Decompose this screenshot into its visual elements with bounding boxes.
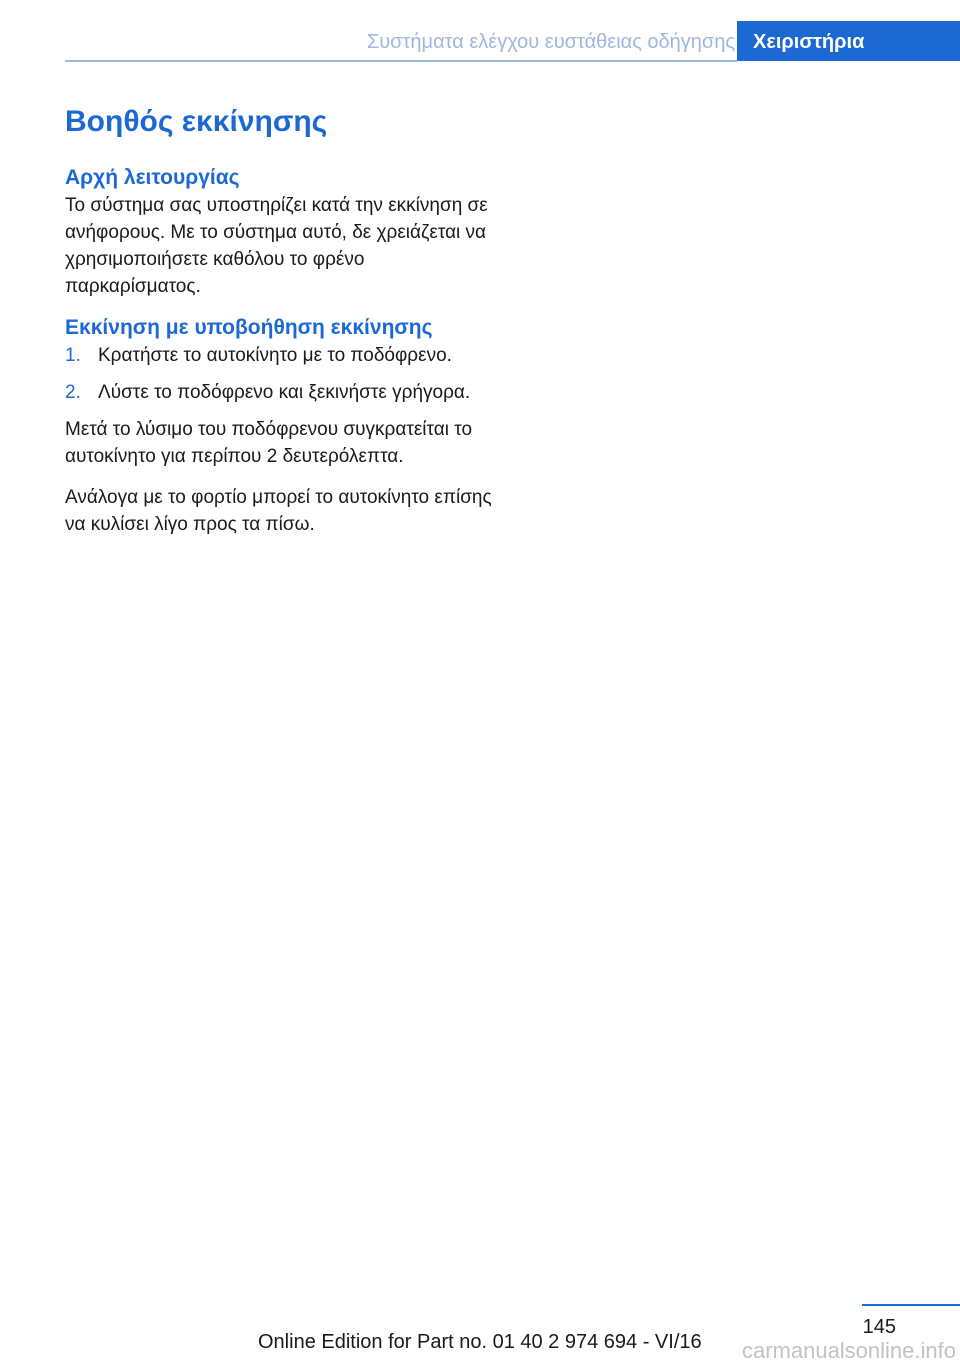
main-content	[65, 100, 495, 552]
list-item	[65, 342, 495, 369]
principle-paragraph: Το σύστημα σας υποστηρίζει κατά την εκκίνηση σε ανήφορους. Με το σύστημα αυτό, δε χρειάζεται να χρησιμοποιήσετε καθόλου το φρένο παρκαρίσματος.	[65, 195, 488, 297]
principle-heading: Αρχή λειτουργίας	[65, 166, 240, 189]
header-chapter-tab[interactable]: Χειριστήρια	[737, 21, 960, 61]
header-divider	[65, 60, 737, 62]
page-title: Βοηθός εκκίνησης	[65, 105, 328, 138]
page-number: 145	[862, 1316, 896, 1338]
start-assist-heading: Εκκίνηση με υποβοήθηση εκκίνησης	[65, 316, 433, 339]
step-number: 2.	[65, 382, 81, 403]
footer-divider	[862, 1304, 960, 1306]
step-text: Κρατήστε το αυτοκίνητο με το ποδόφρενο.	[98, 345, 452, 366]
step-number: 1.	[65, 345, 81, 366]
step-text: Λύστε το ποδόφρενο και ξεκινήστε γρήγορα.	[98, 382, 471, 403]
load-paragraph: Ανάλογα με το φορτίο μπορεί το αυτοκίνητο επίσης να κυλίσει λίγο προς τα πίσω.	[65, 487, 492, 535]
list-item	[65, 379, 495, 406]
steps-list	[65, 342, 495, 406]
header-section-title: Συστήματα ελέγχου ευστάθειας οδήγησης	[366, 31, 735, 53]
watermark: carmanualsonline.info	[741, 1338, 956, 1363]
edition-footer: Online Edition for Part no. 01 40 2 974 694 - VI/16	[258, 1331, 702, 1353]
release-paragraph: Μετά το λύσιμο του ποδόφρενου συγκρατείται το αυτοκίνητο για περίπου 2 δευτερόλεπτα.	[65, 419, 473, 467]
